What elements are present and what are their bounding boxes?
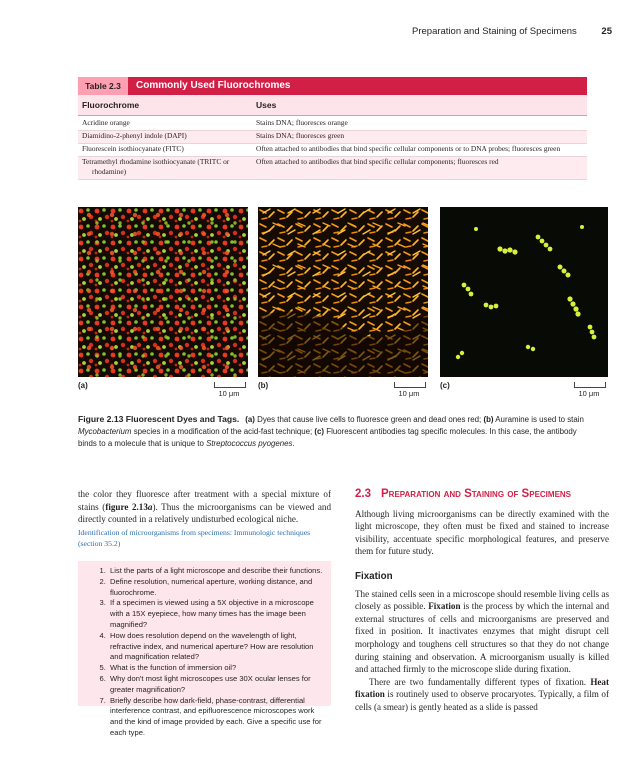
running-title: Preparation and Staining of Specimens xyxy=(412,26,577,37)
review-questions-list xyxy=(78,561,331,739)
page-number: 25 xyxy=(601,26,612,37)
running-header xyxy=(300,26,612,40)
caption-text-run: Dyes that cause live cells to fluoresce green and dead ones red; xyxy=(254,415,484,424)
fluorochrome-cell: Fluorescein isothiocyanate (FITC) xyxy=(82,144,184,153)
column-header-fluorochrome: Fluorochrome xyxy=(82,100,140,110)
paragraph-text-run: Fixation xyxy=(428,601,461,612)
scale-bar-a xyxy=(214,382,246,388)
panel-label-c: (c) xyxy=(440,381,450,390)
fluorochrome-table xyxy=(78,77,587,180)
scale-bar-c xyxy=(574,382,606,388)
micrograph-b-auramine-stain xyxy=(258,207,428,377)
table-title-bar xyxy=(78,77,587,95)
caption-text-run: . xyxy=(292,439,295,448)
fixation-types-paragraph xyxy=(355,676,609,714)
caption-lead: Figure 2.13 Fluorescent Dyes and Tags. xyxy=(78,414,240,424)
review-question: 4. How does resolution depend on the wavelength of light, refractive index, and numerical aperture? How are resolution and magnification related? xyxy=(108,631,325,663)
review-questions-box xyxy=(78,561,331,737)
fluorochrome-cell: Acridine orange xyxy=(82,118,130,127)
caption-text-run: Auramine is used to stain xyxy=(493,415,584,424)
intro-paragraph: Although living microorganisms can be directly examined with the light microscope, they often must be fixed and stained to increase visibility, accentuate specific morphological features, and preserve them for future study. xyxy=(355,508,609,557)
paragraph-text-run: There are two fundamentally different types of fixation. xyxy=(369,676,591,687)
use-cell: Often attached to antibodies that bind specific cellular components; fluoresces red xyxy=(256,157,499,166)
section-number: 2.3 xyxy=(355,488,371,500)
table-row xyxy=(78,118,587,131)
review-question: 3. If a specimen is viewed using a 5X objective in a microscope with a 15X eyepiece, how many times has the image been magnified? xyxy=(108,598,325,630)
caption-text-run: Streptococcus pyogenes xyxy=(206,439,293,448)
table-number: Table 2.3 xyxy=(78,77,128,95)
section-heading xyxy=(355,488,609,501)
paragraph-text-run: figure 2.13 xyxy=(105,501,148,512)
table-row xyxy=(78,157,587,180)
paragraph-text-run: a xyxy=(147,501,153,512)
caption-text-run: (c) xyxy=(314,427,325,436)
paragraph-text-run: the color they fluoresce after treatment with a special mixture of stains ( xyxy=(78,489,331,512)
left-column xyxy=(78,488,331,549)
column-header-uses: Uses xyxy=(256,100,277,110)
review-question: 7. Briefly describe how dark-field, phase-contrast, differential interference contrast, and epifluorescence microscopes work and the kind of image provided by each. Give a specific use for each type. xyxy=(108,696,325,739)
review-question: 2. Define resolution, numerical aperture, working distance, and fluorochrome. xyxy=(108,577,325,599)
scale-label-c: 10 μm xyxy=(578,389,600,398)
caption-text-run: Mycobacterium xyxy=(78,427,132,436)
table-row xyxy=(78,144,587,157)
paragraph-text-run: is routinely used to observe procaryotes. Typically, a film of cells (a smear) is gently heated as a slide is passed xyxy=(355,689,609,712)
paragraph-text-run: The stained cells seen in a microscope should resemble living cells as closely as possible. xyxy=(355,588,609,612)
paragraph-text-run: Heat fixation xyxy=(355,676,609,700)
caption-text-run: (b) xyxy=(483,415,494,424)
use-cell: Stains DNA; fluoresces green xyxy=(256,131,345,140)
scale-label-b: 10 μm xyxy=(398,389,420,398)
caption-text-run: species in a modification of the acid-fast technique; xyxy=(131,427,315,436)
table-title: Commonly Used Fluorochromes xyxy=(136,80,291,91)
use-cell: Stains DNA; fluoresces orange xyxy=(256,118,348,127)
body-paragraph xyxy=(78,488,331,526)
micrograph-c-fluorescent-antibody xyxy=(440,207,608,377)
fixation-paragraph xyxy=(355,588,609,676)
scale-bar-b xyxy=(394,382,426,388)
review-question: 1. List the parts of a light microscope and describe their functions. xyxy=(108,566,325,577)
caption-text-run: (a) xyxy=(245,415,255,424)
table-header-row xyxy=(78,95,587,116)
table-row xyxy=(78,131,587,144)
fluorochrome-cell: Diamidino-2-phenyl indole (DAPI) xyxy=(82,131,187,140)
right-column xyxy=(355,488,609,714)
paragraph-text-run: ). Thus the microorganisms can be viewed and directly counted in a relatively undisturbed ecological niche. xyxy=(78,501,331,525)
micrograph-a-live-dead-stain xyxy=(78,207,248,377)
scale-label-a: 10 μm xyxy=(218,389,240,398)
use-cell: Often attached to antibodies that bind specific cellular components or to DNA probes; fluoresces green xyxy=(256,144,561,153)
paragraph-text-run: is the process by which the internal and external structures of cells and microorganisms are preserved and fixed in position. It inactivates enzymes that might disrupt cell morphology and toughens cell structures so that they do not change during staining and observation. A microorganism usually is killed and attached firmly to the microscope slide during fixation. xyxy=(355,601,609,675)
section-title: Preparation and Staining of Specimens xyxy=(381,488,572,500)
panel-label-a: (a) xyxy=(78,381,88,390)
figure-caption xyxy=(78,413,588,450)
review-question: 5. What is the function of immersion oil? xyxy=(108,663,325,674)
fixation-subheading: Fixation xyxy=(355,570,393,582)
caption-text-run: Fluorescent antibodies tag specific molecules. In this case, the antibody binds to a molecule that is unique to xyxy=(78,427,577,448)
cross-reference-link[interactable]: Identification of microorganisms from specimens: Immunologic techniques (section 35.2) xyxy=(78,527,311,548)
panel-label-b: (b) xyxy=(258,381,269,390)
review-question: 6. Why don't most light microscopes use 30X ocular lenses for greater magnification? xyxy=(108,674,325,696)
fluorochrome-cell: Tetramethyl rhodamine isothiocyanate (TRITC or rhodamine) xyxy=(82,157,230,176)
